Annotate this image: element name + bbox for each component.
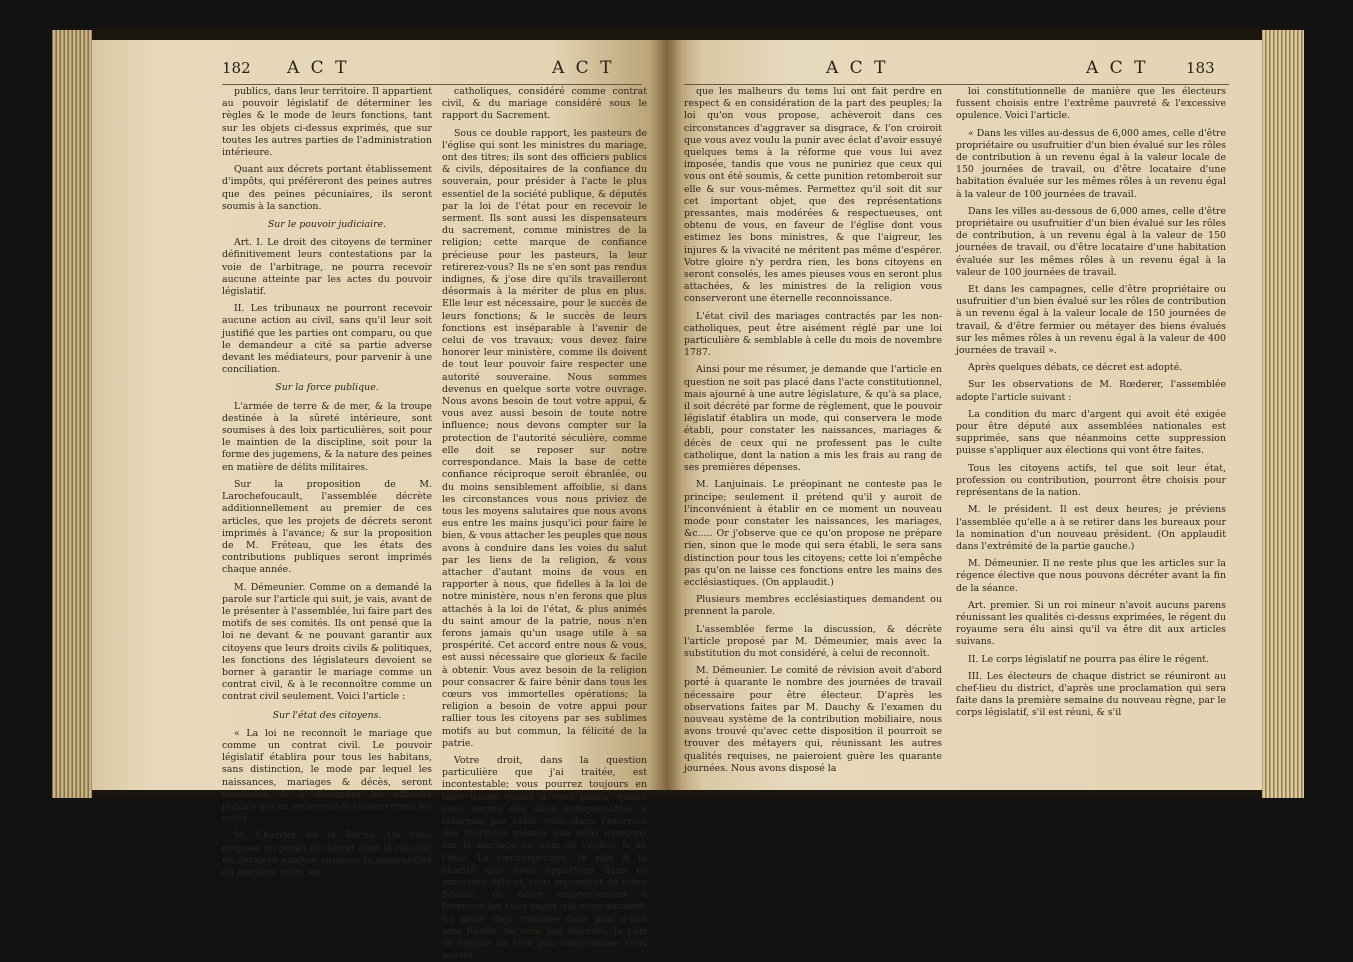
paragraph: M. Charrier de la Roche. On vous propose un projet de décret dont le résultat en dernière analyse suppose la séparabilité du mariage entre les (222, 830, 432, 878)
paragraph: M. Démeunier. Comme on a demandé la parole sur l'article qui suit, je vais, avant de le présenter à l'assemblée, lui faire part des motifs de ses comités. Ils ont pensé que la loi ne devant & ne pouvant garantir aux citoyens que leurs droits civils & politiques, les fonctions des législateurs devoient se borner à garantir le mariage comme un contrat civil, & à le reconnoître comme un contrat civil seulement. Voici l'article : (222, 581, 432, 703)
right-page (666, 40, 1262, 790)
paragraph: que les malheurs du tems lui ont fait perdre en respect & en considération de la part des peuples; la loi qu'on vous propose, achèveroit dans ces circonstances d'aggraver sa disgrace, & l'on croiroit que vous avez voulu la punir avec éclat d'avoir essuyé quelques tems à la réforme que vous lui avez imposée, tandis que vous ne puniriez que ceux qui vous ont été soumis, & cette punition retomberoit sur elle & sur vous-mêmes. Permettez qu'il soit dit sur cet important objet, que des représentations pressantes, mais modérées & respectueuses, ont obtenu de vous, en faveur de l'église dont vous estimez les bons ministres, & que l'aigreur, les injures & la vivacité ne méritent pas même d'espérer. Votre gloire n'y perdra rien, les bons citoyens en seront consolés, les ames pieuses vous en seront plus attachées, & les ministres de la religion vous conserveront une éternelle reconnoissance. (684, 86, 942, 305)
paragraph: « Dans les villes au-dessus de 6,000 ames, celle d'être propriétaire ou usufruitier d'un bien évalué sur les rôles de contribution à un revenu égal à la valeur locale de 150 journées de travail, ou d'être locataire d'une habitation évaluée sur les mêmes rôles à un revenu égal à la valeur de 100 journées de travail. (956, 127, 1226, 200)
left-page (92, 40, 666, 962)
paragraph: Sous ce double rapport, les pasteurs de l'église qui sont les ministres du mariage, ont des titres; ils sont des officiers publics & civils, dépositaires de la confiance du souverain, pour présider à l'acte le plus essentiel de la société publique, & députés par la loi de l'état pour en recevoir le serment. Ils sont aussi les dispensateurs du sacrement, comme ministres de la religion; cette marque de confiance précieuse pour les pasteurs, la leur retirerez-vous? Ils ne s'en sont pas rendus indignes, & j'ose dire qu'ils travailleront désormais à la mériter de plus en plus. Elle leur est nécessaire, pour le succès de leurs fonctions; & le succès de leurs fonctions est inséparable à l'avenir de celui de vos travaux; vous devez faire honorer leur ministère, comme ils doivent de tout leur pouvoir faire respecter une autorité souveraine. Nous sommes devenus en quelque sorte votre ouvrage. Nous avons besoin de tout votre appui, & vous avez aussi besoin de toute notre influence; nous devons compter sur la protection de l'autorité séculière, comme elle doit se reposer sur notre correspondance. Mais la base de cette confiance réciproque seroit ébranlée, ou du moins sensiblement affoiblie, si dans les circonstances vous nous priviez de tous les moyens salutaires que nous avons eus entre les mains jusqu'ici pour faire le bien, & vous attacher les peuples que nous avons à conduire dans les voies du salut par les liens de la religion, & vous attacher d'autant moins de vous en rapporter à nous, que fidelles à la loi de notre ministère, nous n'en ferons que plus attachés à la loi de l'état, & plus animés du saint amour de la patrie, nous n'en ferons jamais qu'un usage utile à sa prospérité. Cet accord entre nous & vous, est aussi nécessaire que glorieux & facile à obtenir. Vous avez besoin de la religion pour consacrer & faire bénir dans tous les cœurs vos immortelles opérations; la religion a besoin de votre appui pour rallier tous les citoyens par ses sublimes motifs au but commun, la félicité de la patrie. (442, 127, 648, 749)
paragraph: M. le président. Il est deux heures; je préviens l'assemblée qu'elle a à se retirer dans les bureaux pour la nomination d'un nouveau président. (On applaudit dans l'extrémité de la partie gauche.) (956, 504, 1226, 552)
left-running-head-2: A C T (552, 58, 615, 78)
paragraph: M. Démeunier. Le comité de révision avoit d'abord porté à quarante le nombre des journées de travail nécessaire pour être électeur. D'après les observations faites par M. Dauchy & l'examen du nouveau système de la contribution mobiliaire, nous avons trouvé qu'avec cette disposition il pourroit se trouver des métayers qui, réunissant les autres qualités requises, ne paieroient guère les quarante journées. Nous avons disposé la (684, 665, 942, 774)
paragraph: Art. I. Le droit des citoyens de terminer définitivement leurs contestations par la voie de l'arbitrage, ne pourra recevoir aucune atteinte par les actes du pouvoir législatif. (222, 237, 432, 298)
right-header-rule (684, 84, 1229, 85)
paragraph: La condition du marc d'argent qui avoit été exigée pour être député aux assemblées nationales est supprimée, sans que néanmoins cette suppression puisse s'appliquer aux élections qui vont être faites. (956, 408, 1226, 457)
paragraph: Et dans les campagnes, celle d'être propriétaire ou usufruitier d'un bien évalué sur les rôles de contribution à un revenu égal à la valeur locale de 150 journées de travail, & d'être fermier ou métayer des biens évalués sur les mêmes rôles à un revenu égal à la valeur de 400 journées de travail ». (956, 284, 1226, 357)
paragraph: II. Les tribunaux ne pourront recevoir aucune action au civil, sans qu'il leur soit justifié que les parties ont comparu, ou que le demandeur a cité sa partie adverse devant les médiateurs, pour parvenir à une conciliation. (222, 303, 432, 376)
paragraph: III. Les électeurs de chaque district se réuniront au chef-lieu du district, d'après une proclamation qui sera faite dans la première semaine du nouveau règne, par le corps législatif, s'il est réuni, & s'il (956, 670, 1226, 719)
paragraph: Plusieurs membres ecclésiastiques demandent ou prennent la parole. (684, 594, 942, 618)
paragraph: L'assemblée ferme la discussion, & décrète l'article proposé par M. Démeunier, mais avec la substitution du mot considéré, à celui de reconnoît. (684, 623, 942, 659)
section-heading: Sur le pouvoir judiciaire. (267, 219, 387, 231)
paragraph: Dans les villes au-dessous de 6,000 ames, celle d'être propriétaire ou usufruitier d'un bien évalué sur les rôles de contribution, à un revenu égal à la valeur de 150 journées de travail, ou d'être locataire d'une habitation évaluée sur les mêmes rôles à un revenu égal à la valeur de 100 journées de travail. (956, 205, 1226, 278)
left-column-1 (222, 86, 432, 878)
paragraph: loi constitutionnelle de manière que les électeurs fussent choisis entre l'extrême pauvreté & l'excessive opulence. Voici l'article. (956, 86, 1226, 122)
paragraph: Sur la proposition de M. Larochefoucault, l'assemblée décrète additionnellement au premier de ces articles, que les projets de décrets seront imprimés à l'avance; & sur la proposition de M. Fréteau, que les états des contributions publiques seront imprimés chaque année. (222, 478, 432, 576)
left-running-head-1: A C T (287, 58, 350, 78)
paragraph: Sur les observations de M. Rœderer, l'assemblée adopte l'article suivant : (956, 379, 1226, 403)
paragraph: Après quelques débats, ce décret est adopté. (968, 362, 1183, 374)
right-running-head-1: A C T (826, 58, 889, 78)
section-heading: Sur la force publique. (275, 382, 379, 394)
paragraph: Art. premier. Si un roi mineur n'avoit aucuns parens réunissant les qualités ci-dessus exprimées, le régent du royaume sera élu ainsi qu'il va être dit aux articles suivans. (956, 599, 1226, 648)
right-column-2 (956, 86, 1226, 786)
paragraph: M. Lanjuinais. Le préopinant ne conteste pas le principe; seulement il prétend qu'il y auroit de l'inconvénient à établir en ce moment un nouveau mode pour constater les naissances, les mariages, &c..... Or j'observe que ce qu'on propose ne prépare rien, sinon que le mode qui sera établi, le sera sans distinction pour tous les citoyens; cette loi n'empêche pas qu'on ne laisse ces fonctions entre les mains des ecclésiastiques. (On applaudit.) (684, 479, 942, 588)
paragraph: publics, dans leur territoire. Il appartient au pouvoir législatif de déterminer les règles & le mode de leurs fonctions, tant sur les objets ci-dessus exprimés, que sur toutes les autres parties de l'administration intérieure. (222, 86, 432, 159)
section-heading: Sur l'état des citoyens. (272, 709, 382, 721)
paragraph: Ainsi pour me résumer, je demande que l'article en question ne soit pas placé dans l'acte constitutionnel, mais ajourné à une autre législature, & qu'à sa place, il soit décrété par forme de règlement, que le pouvoir législatif établira un mode, qui conservera le mode établi, pour constater les naissances, mariages & décès de ceux qui ne professent pas le culte catholique, dont la nation a mis les frais au rang de ses premières dépenses. (684, 364, 942, 474)
left-header-rule (222, 84, 642, 85)
paragraph: L'armée de terre & de mer, & la troupe destinée à la sûreté intérieure, sont soumises à des loix particulières, soit pour le maintien de la discipline, soit pour la forme des jugemens, & la nature des peines en matière de délits militaires. (222, 400, 432, 473)
paragraph: M. Démeunier. Il ne reste plus que les articles sur la régence élective que nous pouvons décréter avant la fin de la séance. (956, 558, 1226, 594)
left-page-number: 182 (222, 59, 251, 77)
right-running-head-2: A C T (1086, 58, 1149, 78)
paragraph: catholiques, considéré comme contrat civil, & du mariage considéré sous le rapport du Sacrement. (442, 86, 647, 122)
paragraph: II. Le corps législatif ne pourra pas élire le régent. (968, 653, 1210, 665)
paragraph: L'état civil des mariages contractés par les non-catholiques, peut être aisément réglé par une loi particulière & semblable à celle du mois de novembre 1787. (684, 310, 942, 359)
paragraph: « La loi ne reconnoît le mariage que comme un contrat civil. Le pouvoir législatif établira pour tous les habitans, sans distinction, le mode par lequel les naissances, mariages & décès, seront constatés; & il désignera les officiers publics qui en recevront & conserveront les actes. (222, 727, 432, 825)
paragraph: Tous les citoyens actifs, tel que soit leur état, profession ou contribution, pourront être choisis pour représentans de la nation. (956, 462, 1226, 499)
paragraph: Votre droit, dans la question particulière que j'ai traitée, est incontestable; vous pourrez toujours en faire usage quand il vous plaira; quand vous verrez des abus indispensables à réformer par cette voie, dans l'exercice des fonctions mêmes que nous exerçons sur le mariage au nom de l'église & de l'état. La circonspection, le zèle & la charité que nous apportons dans ce ministère délicat, vous répondent de notre fidélité, de notre empressement à favoriser les vues sages qui vous animent. La piété, déjà troublée dans plus d'une ame fidelle, ne sera pas alarmée, la paix de l'église ne sera pas compromise; vous saurez (442, 754, 647, 962)
right-column-1 (684, 86, 942, 786)
right-page-number: 183 (1186, 59, 1215, 77)
right-page-edges (1262, 30, 1304, 798)
left-column-2 (442, 86, 648, 962)
left-page-edges (52, 30, 92, 798)
paragraph: Quant aux décrets portant établissement d'impôts, qui préféreront des peines autres que des peines pécuniaires, ils seront soumis à la sanction. (222, 164, 432, 212)
